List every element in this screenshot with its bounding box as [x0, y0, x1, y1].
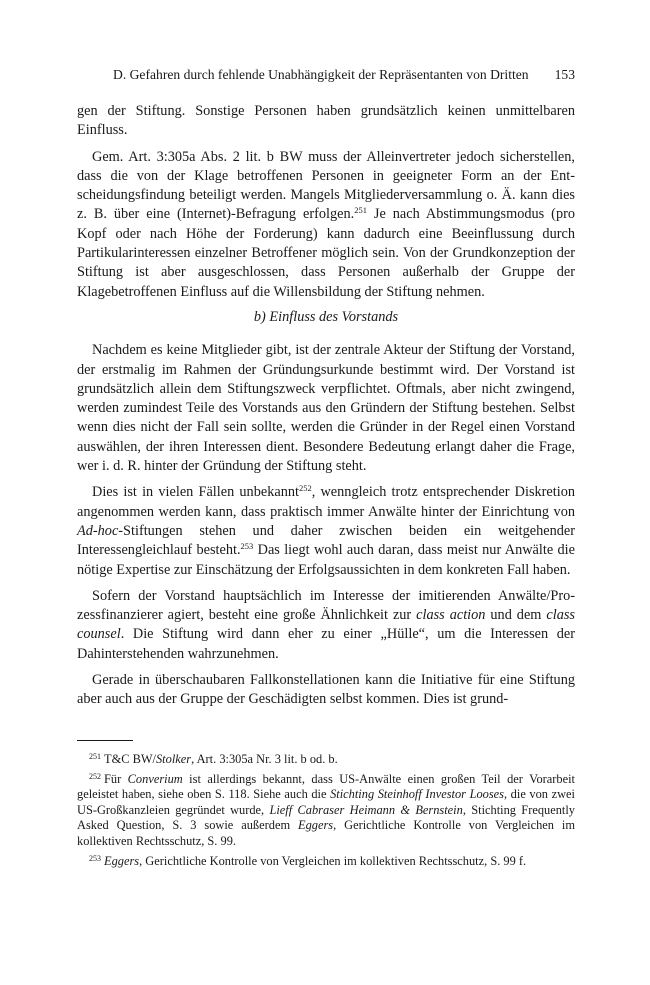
footnote-252-text-e: , Gerichtliche Kontrolle von Vergleichen im kollektiven Rechtsschutz, S. 99.: [77, 818, 575, 848]
footnote-252-text-a: Für: [104, 772, 128, 787]
page-number: 153: [554, 67, 575, 82]
paragraph-4-text-a: Dies ist in vielen Fällen unbekannt: [92, 484, 299, 501]
paragraph-2-text-a: Gem. Art. 3:305a Abs. 2 lit. b BW muss der Alleinvertreter jedoch sicherstellen, dass die von der Klage betroffenen Personen in geeigneter Form an der Entscheidungsfindung beteiligt werden. Mangels Mitgliederversammlung o. Ä. kann dies z. B. über eine (Internet)-Befragung erfolgen.: [77, 148, 575, 223]
footnote-252-number: 252: [89, 772, 101, 782]
paragraph-5-italic-2: class counsel: [77, 607, 575, 643]
footnote-ref-253[interactable]: 253: [240, 541, 254, 552]
footnote-252-italic-2: Stichting Steinhoff Investor Looses: [330, 787, 504, 802]
footnote-252-italic-4: Eggers: [298, 818, 334, 833]
section-heading: b) Einfluss des Vorstands: [253, 308, 399, 325]
paragraph-5-text-b: und dem: [485, 607, 547, 624]
footnote-253-number: 253: [89, 854, 101, 864]
running-head: [113, 66, 575, 84]
paragraph-3: [77, 341, 575, 476]
paragraph-5: [77, 587, 575, 664]
footnote-251-number: 251: [89, 751, 101, 761]
paragraph-4-text-b: , wenngleich trotz entsprechender Diskretion angenommen werden kann, dass praktisch immer Anwälte hinter der Einrichtung von: [77, 484, 575, 520]
footnote-252-text-c: , die von zwei US-Großkanzleien gegründet wurde,: [77, 787, 575, 817]
footnote-divider: [77, 740, 133, 741]
paragraph-3-text: Nachdem es keine Mitglieder gibt, ist der zentrale Akteur der Stiftung der Vorstand, der erstmalig im Rahmen der Gründungsurkunde bestimmt wird. Der Vorstand ist grundsätzlich allein dem Stiftungszweck verpflichtet. Oftmals, aber nicht zwingend, werden zumindest Teile des Vorstands aus den Gründern der Stiftung bestehen. Selbst wenn dies nicht der Fall sein sollte, werden die Gründer in der Regel einen Vorstand auswählen, der ihren Interessen dient. Besondere Bedeutung erlangt daher die Frage, wer i. d. R. hinter der Gründung der Stiftung steht.: [77, 342, 575, 475]
footnote-252-italic-3: Lieff Cabraser Heimann & Bernstein: [269, 802, 463, 817]
paragraph-5-italic-1: class action: [416, 607, 486, 624]
footnote-251: [77, 749, 575, 767]
paragraph-2-text-b: Je nach Abstimmungsmodus (pro Kopf oder nach Höhe der Forderung) kann dadurch eine Beeinflussung durch Partikularinteressen einzelner Betroffener möglich sein. Von der Grundkonzeption der Stiftung ist aber ausgeschlossen, dass Personen außerhalb der Gruppe der Klagebetroffenen Einfluss auf die Willensbildung der Stiftung nehmen.: [77, 206, 575, 300]
paragraph-4-text-c: -Stiftungen stehen und daher zwischen beiden ein weitgehender Interessengleichlauf besteht.: [77, 522, 575, 559]
paragraph-5-text-a: Sofern der Vorstand hauptsächlich im Interesse der imitierenden Anwälte/Prozessfinanzierer agiert, besteht eine große Ähnlichkeit zur: [77, 587, 575, 624]
footnote-253: [77, 851, 575, 869]
footnote-253-text: , Gerichtliche Kontrolle von Vergleichen im kollektiven Rechtsschutz, S. 99 f.: [139, 854, 527, 869]
book-page: [77, 66, 575, 869]
footnote-252-italic-1: Converium: [127, 772, 183, 787]
footnote-252-text-b: ist allerdings bekannt, dass US-Anwälte einen großen Teil der Vorarbeit geleistet haben, siehe oben S. 118. Siehe auch die: [77, 772, 575, 802]
paragraph-6: [77, 671, 575, 710]
running-head-title: D. Gefahren durch fehlende Unabhängigkeit der Repräsentanten von Dritten: [113, 67, 529, 82]
footnote-253-italic: Eggers: [104, 854, 140, 869]
paragraph-2: [77, 148, 575, 302]
footnote-ref-251[interactable]: 251: [354, 205, 367, 216]
footnote-252-text-d: , Stichting Frequently Asked Question, S. 3 sowie außerdem: [77, 802, 575, 833]
footnote-ref-252[interactable]: 252: [298, 483, 312, 494]
footnotes: [77, 749, 575, 870]
footnote-251-text-b: , Art. 3:305a Nr. 3 lit. b od. b.: [191, 751, 338, 766]
paragraph-4: [77, 483, 575, 579]
paragraph-5-text-c: . Die Stiftung wird dann eher zu einer „Hülle“, um die Interessen der Dahinterstehenden wahrzunehmen.: [77, 626, 575, 662]
paragraph-6-text: Gerade in überschaubaren Fallkonstellationen kann die Initiative für eine Stiftung aber auch aus der Gruppe der Geschädigten selbst kommen. Dies ist grund-: [77, 672, 575, 708]
paragraph-4-text-d: Das liegt wohl auch daran, dass meist nur Anwälte die nötige Expertise zur Einschätzung der Erfolgsaussichten in dem konkreten Fall haben.: [77, 542, 575, 578]
footnote-251-italic: Stolker: [155, 751, 192, 766]
body-text: [77, 102, 575, 710]
footnote-251-text-a: T&C BW/: [104, 751, 156, 766]
paragraph-1: [77, 102, 575, 141]
footnote-252: [77, 769, 575, 849]
paragraph-4-italic: Ad-hoc: [77, 522, 119, 539]
paragraph-1-text: gen der Stiftung. Sonstige Personen haben grundsätzlich keinen unmittelbaren Einfluss.: [77, 103, 575, 139]
